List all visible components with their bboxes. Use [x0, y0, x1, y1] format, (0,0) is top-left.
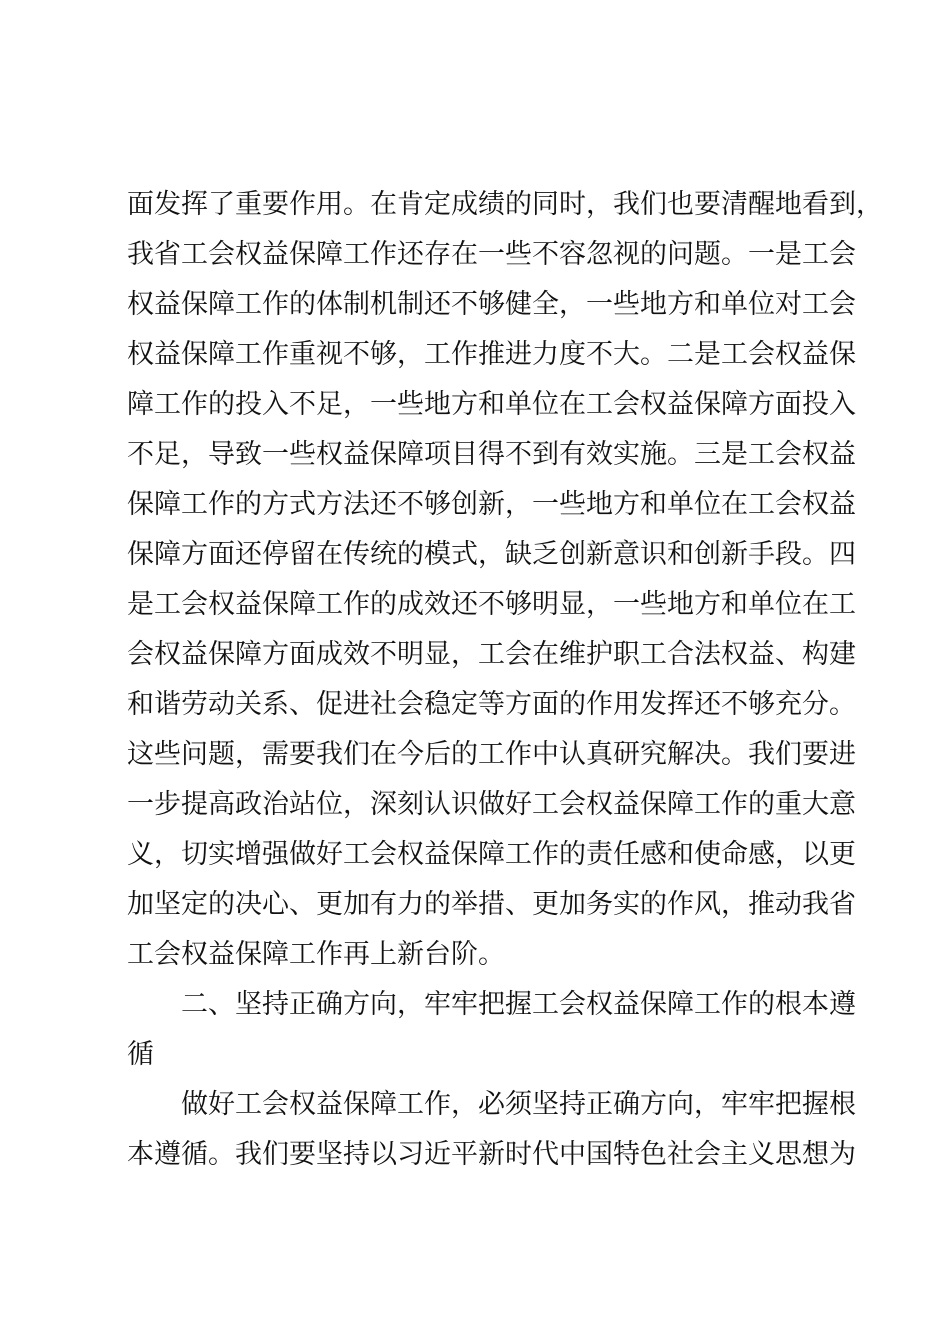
body-text	[127, 180, 883, 1180]
text-line: 不足，导致一些权益保障项目得不到有效实施。三是工会权益	[127, 439, 856, 470]
text-line: 一步提高政治站位，深刻认识做好工会权益保障工作的重大意	[127, 789, 856, 820]
text-line: 障工作的投入不足，一些地方和单位在工会权益保障方面投入	[127, 389, 856, 420]
text-line: 保障方面还停留在传统的模式，缺乏创新意识和创新手段。四	[127, 539, 856, 570]
text-line: 二、坚持正确方向，牢牢把握工会权益保障工作的根本遵	[181, 989, 856, 1020]
text-line: 权益保障工作重视不够，工作推进力度不大。二是工会权益保	[127, 339, 856, 370]
text-line: 权益保障工作的体制机制还不够健全，一些地方和单位对工会	[127, 289, 856, 320]
text-line: 这些问题，需要我们在今后的工作中认真研究解决。我们要进	[127, 739, 856, 770]
text-line: 本遵循。我们要坚持以习近平新时代中国特色社会主义思想为	[127, 1139, 856, 1170]
text-line: 做好工会权益保障工作，必须坚持正确方向，牢牢把握根	[181, 1089, 856, 1120]
text-line: 义，切实增强做好工会权益保障工作的责任感和使命感，以更	[127, 839, 856, 870]
text-line: 工会权益保障工作再上新台阶。	[127, 939, 505, 970]
text-line: 循	[127, 1039, 154, 1070]
text-line: 会权益保障方面成效不明显，工会在维护职工合法权益、构建	[127, 639, 856, 670]
text-line: 和谐劳动关系、促进社会稳定等方面的作用发挥还不够充分。	[127, 689, 856, 720]
text-line: 面发挥了重要作用。在肯定成绩的同时，我们也要清醒地看到，	[127, 189, 883, 220]
text-line: 我省工会权益保障工作还存在一些不容忽视的问题。一是工会	[127, 239, 856, 270]
text-line: 保障工作的方式方法还不够创新，一些地方和单位在工会权益	[127, 489, 856, 520]
text-line: 加坚定的决心、更加有力的举措、更加务实的作风，推动我省	[127, 889, 856, 920]
text-line: 是工会权益保障工作的成效还不够明显，一些地方和单位在工	[127, 589, 856, 620]
